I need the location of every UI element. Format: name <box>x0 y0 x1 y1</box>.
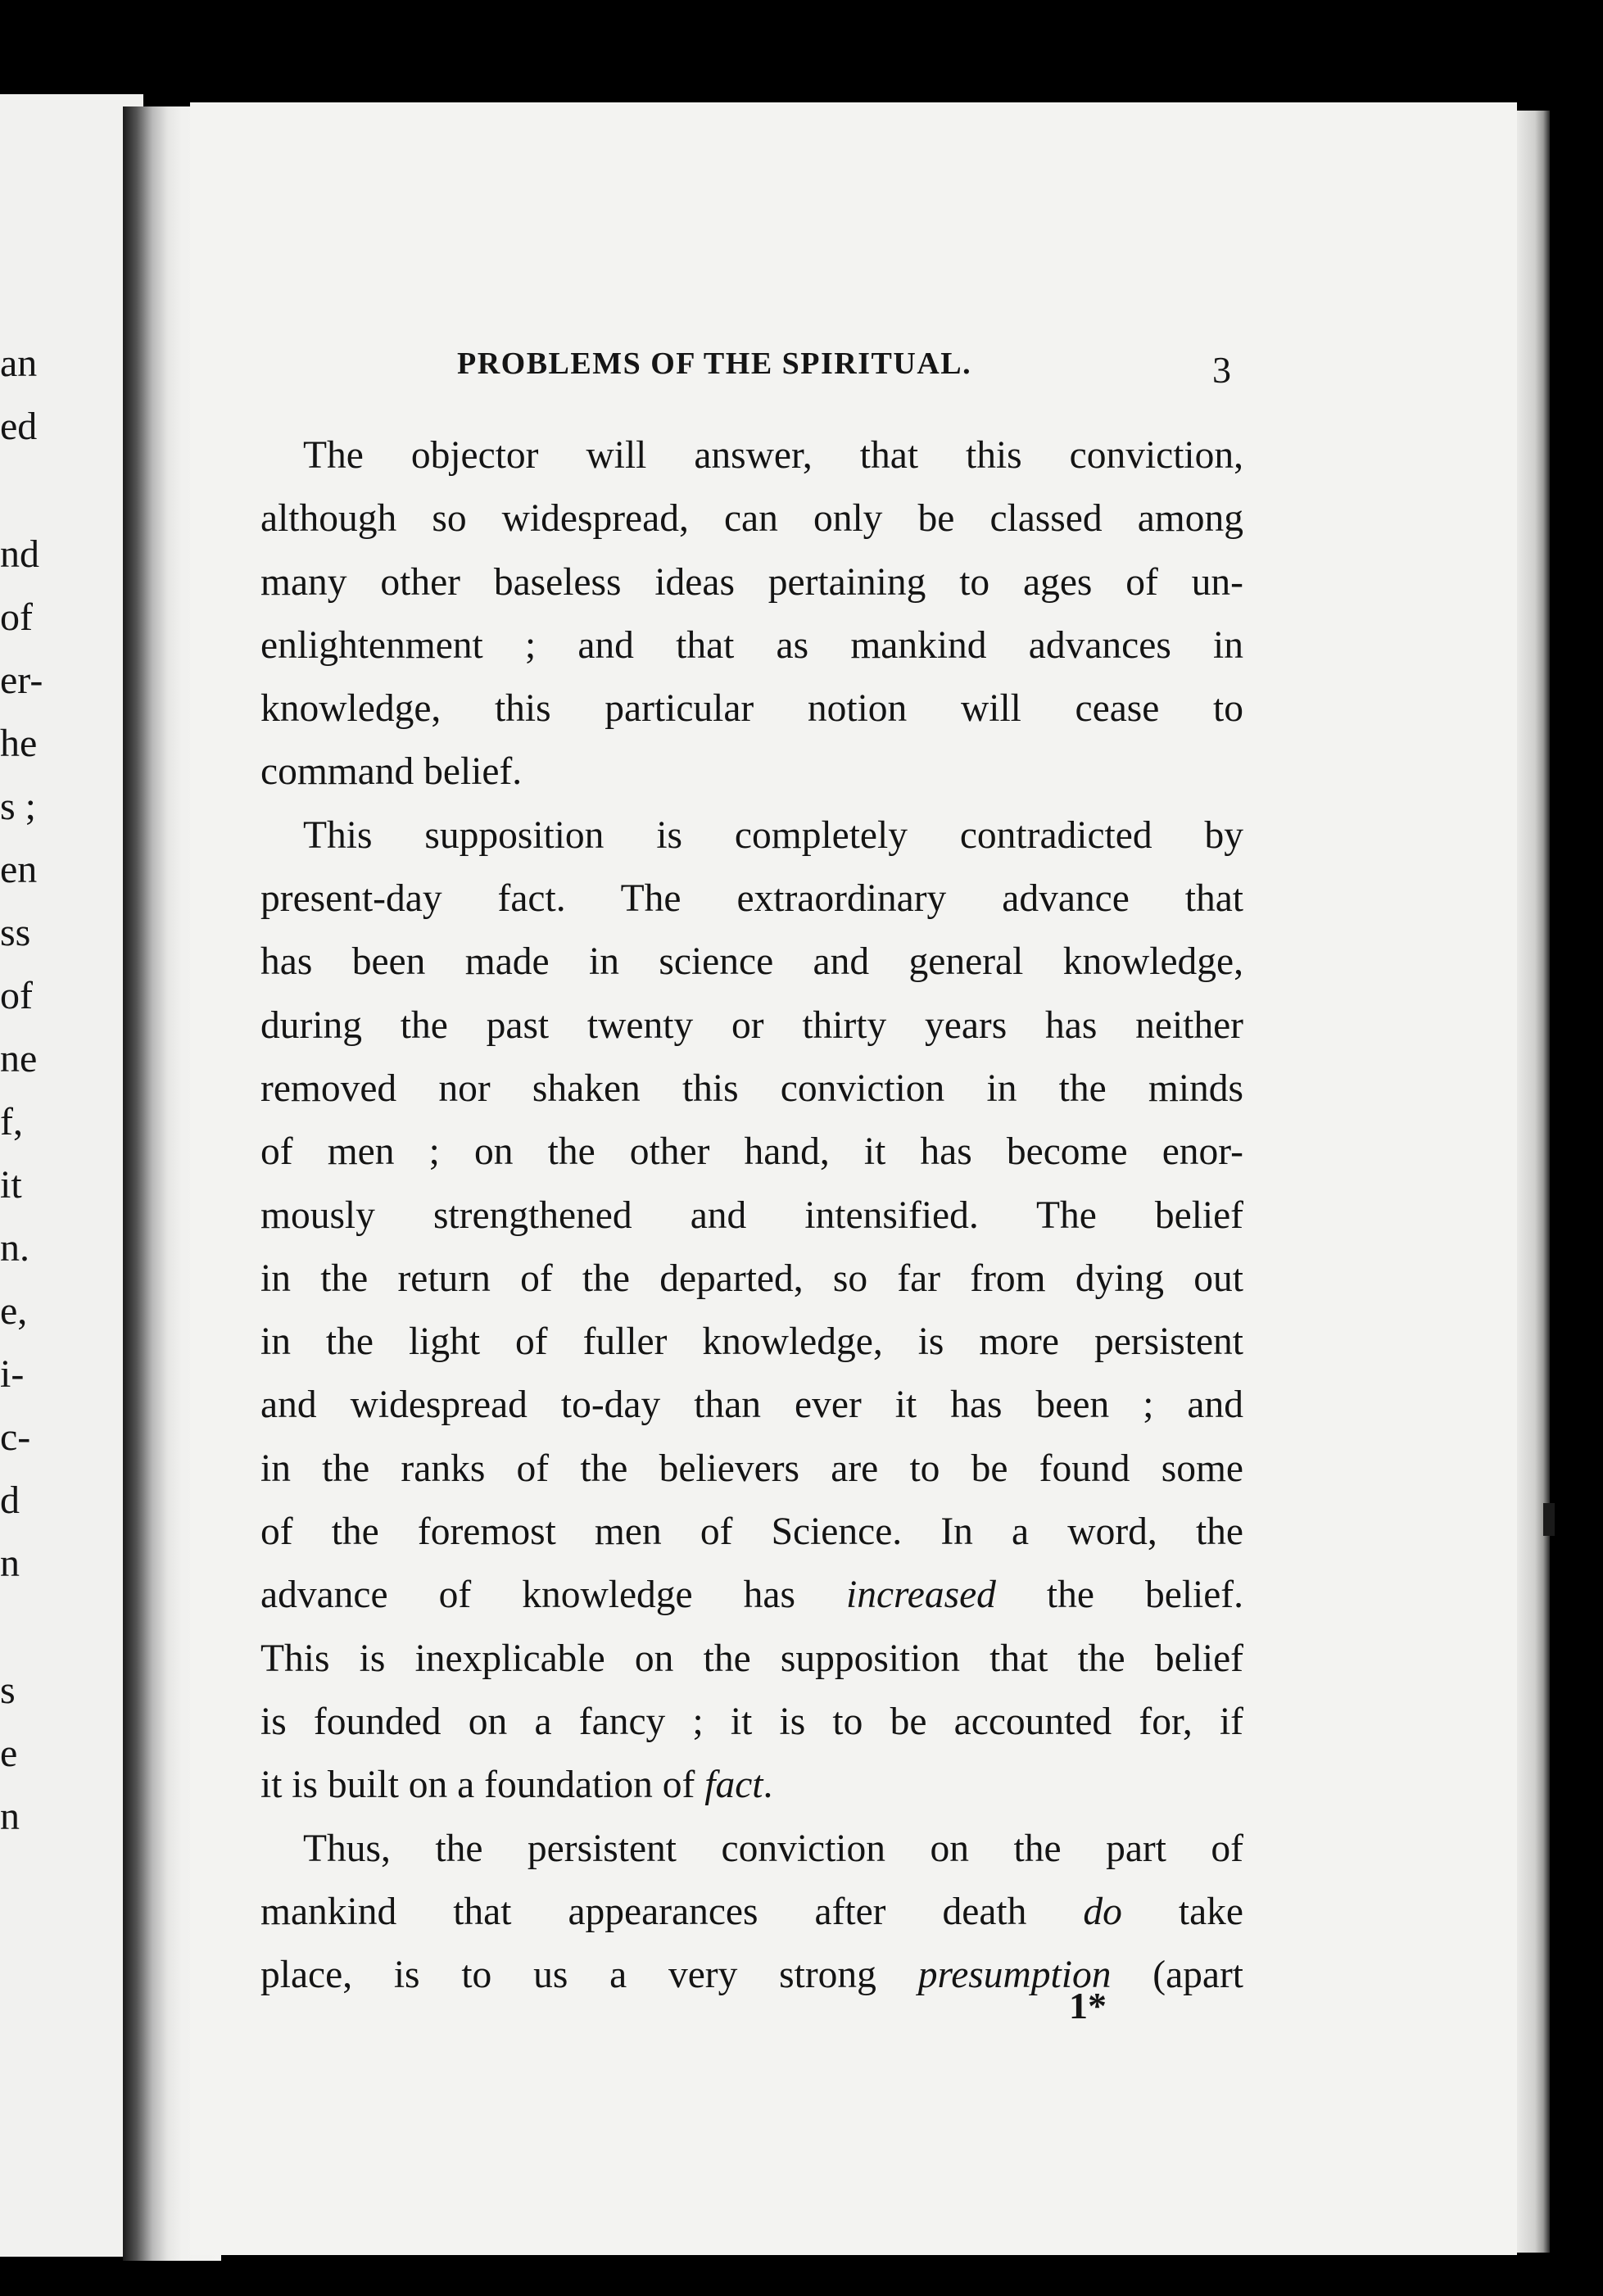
text-line: is founded on a fancy ; it is to be accounted for, if <box>260 1700 1243 1743</box>
facing-page-line-fragment: n <box>0 1795 20 1838</box>
text-line: has been made in science and general knowledge, <box>260 940 1243 984</box>
facing-page-line-fragment: d <box>0 1479 20 1522</box>
facing-page-line-fragment: nd <box>0 532 39 576</box>
text-line: This is inexplicable on the supposition that the belief <box>260 1637 1243 1680</box>
text-run: take <box>1121 1890 1243 1933</box>
facing-page-line-fragment: ed <box>0 405 38 448</box>
text-line: present-day fact. The extraordinary advance that <box>260 877 1243 921</box>
facing-page-line-fragment: n. <box>0 1226 29 1270</box>
text-line <box>260 1881 1243 1944</box>
facing-page-line-fragment: er- <box>0 659 43 702</box>
text-line: of the foremost men of Science. In a word, the <box>260 1510 1243 1554</box>
italic-text: fact <box>704 1764 763 1807</box>
text-line: and widespread to-day than ever it has been ; and <box>260 1383 1243 1427</box>
text-line <box>260 1754 1243 1817</box>
facing-page-line-fragment: en <box>0 848 38 891</box>
text-line: during the past twenty or thirty years has neither <box>260 1003 1243 1047</box>
text-line: This supposition is completely contradicted by <box>303 813 1243 857</box>
text-run: (apart <box>1111 1954 1244 1997</box>
text-line: of men ; on the other hand, it has become enor- <box>260 1130 1243 1174</box>
text-line: many other baseless ideas pertaining to ages of un- <box>260 560 1243 604</box>
text-run: place, is to us a very strong <box>260 1954 918 1997</box>
facing-page-line-fragment: an <box>0 342 38 385</box>
text-line: The objector will answer, that this conviction, <box>303 434 1243 477</box>
facing-page-line-fragment: c- <box>0 1415 31 1459</box>
body-text <box>260 424 1243 2007</box>
facing-page-line-fragment: it <box>0 1163 22 1207</box>
text-run: it is built on a foundation of <box>260 1764 705 1807</box>
page-number: 3 <box>1212 349 1231 391</box>
facing-page-line-fragment: n <box>0 1542 20 1585</box>
text-line: enlightenment ; and that as mankind advances in <box>260 623 1243 667</box>
facing-page-line-fragment: of <box>0 974 33 1017</box>
italic-text: increased <box>846 1574 996 1617</box>
text-line: knowledge, this particular notion will cease to <box>260 687 1243 731</box>
paragraph-3 <box>260 1818 1243 2008</box>
text-line: Thus, the persistent conviction on the part of <box>303 1827 1243 1870</box>
facing-page-line-fragment: i- <box>0 1352 25 1396</box>
facing-page-line-fragment: s <box>0 1669 16 1712</box>
facing-page-line-fragment: of <box>0 596 33 639</box>
facing-page-line-fragment: f, <box>0 1100 23 1143</box>
facing-page-fragment <box>0 94 143 2257</box>
text-line: in the light of fuller knowledge, is more persistent <box>260 1320 1243 1364</box>
text-line: although so widespread, can only be classed among <box>260 497 1243 541</box>
text-run: mankind that appearances after death <box>260 1890 1084 1933</box>
facing-page-line-fragment: s ; <box>0 785 37 828</box>
paragraph-2 <box>260 804 1243 1818</box>
text-run: the belief. <box>995 1574 1243 1617</box>
italic-text: do <box>1083 1890 1122 1933</box>
text-run: . <box>763 1764 773 1807</box>
page-edge <box>1517 111 1550 2253</box>
running-head: PROBLEMS OF THE SPIRITUAL. <box>457 346 972 381</box>
facing-page-line-fragment: he <box>0 722 38 765</box>
signature-mark: 1* <box>1069 1985 1107 2027</box>
text-line: mously strengthened and intensified. The belief <box>260 1193 1243 1237</box>
paragraph-1 <box>260 424 1243 804</box>
text-run: advance of knowledge has <box>260 1574 846 1617</box>
page-edge-mark <box>1543 1503 1555 1536</box>
text-line <box>260 1564 1243 1627</box>
text-line: command belief. <box>260 750 523 794</box>
facing-page-line-fragment: e <box>0 1732 18 1775</box>
facing-page-text <box>0 94 143 2257</box>
text-line: in the ranks of the believers are to be found some <box>260 1447 1243 1490</box>
facing-page-line-fragment: ss <box>0 911 31 954</box>
facing-page-line-fragment: e, <box>0 1289 28 1333</box>
text-line: in the return of the departed, so far from dying out <box>260 1257 1243 1300</box>
facing-page-line-fragment: ne <box>0 1037 38 1080</box>
italic-text: presumption <box>917 1954 1112 1997</box>
text-line: removed nor shaken this conviction in the minds <box>260 1066 1243 1110</box>
